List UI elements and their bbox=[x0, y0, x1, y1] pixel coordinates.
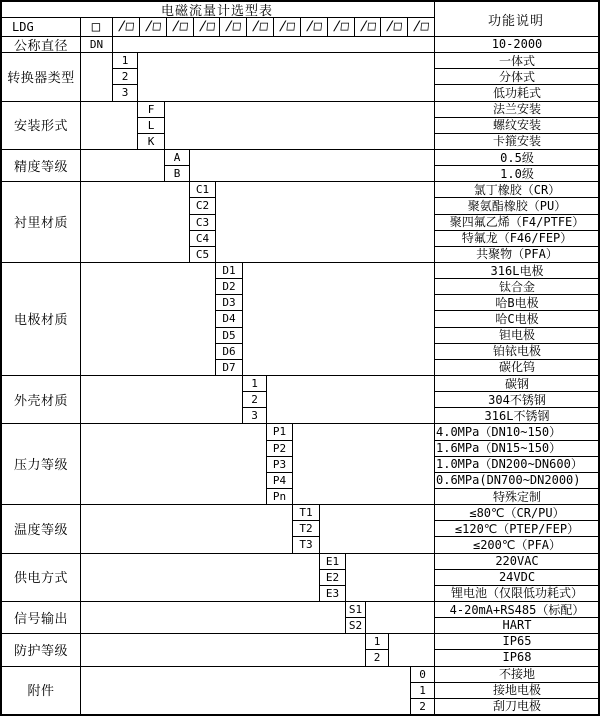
option-code: 1 bbox=[410, 682, 435, 699]
option-description: 氯丁橡胶（CR） bbox=[473, 182, 561, 197]
option-description: 1.6MPa（DN15~150） bbox=[436, 441, 562, 456]
option-code: E1 bbox=[319, 553, 346, 570]
option-code: S1 bbox=[345, 601, 366, 618]
grid-line bbox=[2, 17, 434, 18]
option-code: T1 bbox=[292, 504, 320, 521]
category-label: 附件 bbox=[27, 684, 55, 700]
option-description: 316L电极 bbox=[490, 263, 544, 278]
model-digit-placeholder bbox=[193, 17, 220, 36]
category-label: 转换器类型 bbox=[7, 70, 75, 86]
grid-line bbox=[80, 17, 81, 714]
option-description: IP68 bbox=[502, 650, 532, 665]
option-description: 铂铱电极 bbox=[492, 344, 541, 359]
option-description: 卡箍安装 bbox=[492, 134, 541, 149]
option-code: 1 bbox=[112, 52, 138, 69]
slash-box-glyph: /□ bbox=[278, 19, 296, 34]
option-code: 3 bbox=[242, 407, 267, 424]
option-code: P1 bbox=[266, 423, 293, 440]
model-digit-placeholder bbox=[273, 17, 300, 36]
model-digit-placeholder bbox=[166, 17, 193, 36]
model-digit-placeholder bbox=[246, 17, 273, 36]
model-digit-placeholder bbox=[354, 17, 381, 36]
option-code: 3 bbox=[112, 84, 138, 101]
option-description: 304不锈钢 bbox=[488, 392, 546, 407]
option-description: 1.0级 bbox=[500, 166, 534, 181]
option-code: 1 bbox=[365, 633, 389, 650]
option-code: DN bbox=[80, 36, 113, 53]
option-description: 聚四氟乙烯（F4/PTFE） bbox=[449, 215, 585, 230]
option-code: D1 bbox=[215, 262, 243, 279]
slash-box-glyph: /□ bbox=[170, 19, 189, 34]
model-prefix-cell: LDG bbox=[12, 19, 34, 34]
option-description: 低功耗式 bbox=[492, 86, 541, 100]
option-code: L bbox=[137, 117, 165, 134]
option-description: ≤80℃（CR/PU） bbox=[469, 505, 565, 520]
category-label: 防护等级 bbox=[13, 643, 68, 659]
option-description: 锂电池（仅限低功耗式） bbox=[450, 586, 583, 601]
option-code: F bbox=[137, 101, 165, 118]
option-description: 哈C电极 bbox=[495, 312, 539, 326]
option-description: 特氟龙（F46/FEP） bbox=[461, 231, 573, 246]
category-label: 温度等级 bbox=[13, 522, 68, 538]
option-description: ≤200℃（PFA） bbox=[472, 538, 562, 552]
option-code: D7 bbox=[215, 359, 243, 376]
model-digit-placeholder bbox=[139, 17, 166, 36]
option-code: 2 bbox=[410, 698, 435, 715]
slash-box-glyph: /□ bbox=[197, 19, 216, 34]
category-label: 供电方式 bbox=[13, 571, 68, 587]
option-description: 钽电极 bbox=[498, 328, 535, 343]
option-code: D5 bbox=[215, 327, 243, 344]
model-digit-placeholder bbox=[380, 17, 407, 36]
option-description: 一体式 bbox=[498, 53, 535, 68]
option-code: S2 bbox=[345, 617, 366, 634]
category-label: 衬里材质 bbox=[13, 216, 68, 232]
option-description: ≤120℃（PTEP/FEP） bbox=[454, 521, 580, 536]
table-title: 电磁流量计选型表 bbox=[160, 4, 273, 17]
option-code: 1 bbox=[242, 375, 267, 392]
option-description: 碳化钨 bbox=[498, 360, 535, 375]
option-description: 哈B电极 bbox=[495, 295, 539, 310]
option-code: 0 bbox=[410, 666, 435, 683]
option-code: B bbox=[164, 165, 190, 182]
category-label: 外壳材质 bbox=[13, 393, 68, 409]
model-digit-placeholder bbox=[407, 17, 434, 36]
option-code: P3 bbox=[266, 456, 293, 473]
option-description: 接地电极 bbox=[492, 683, 541, 698]
option-code: D3 bbox=[215, 294, 243, 311]
category-label: 安装形式 bbox=[13, 119, 68, 135]
option-description: HART bbox=[502, 618, 532, 633]
slash-box-glyph: /□ bbox=[144, 19, 162, 34]
option-description: 螺纹安装 bbox=[492, 118, 541, 133]
option-description: 聚氨酯橡胶（PU） bbox=[467, 199, 567, 213]
model-digit-placeholder bbox=[219, 17, 246, 36]
option-description: 分体式 bbox=[498, 69, 535, 84]
placeholder-box-cell: □ bbox=[91, 18, 101, 35]
slash-box-glyph: /□ bbox=[358, 19, 377, 34]
option-code: C4 bbox=[189, 230, 216, 247]
model-digit-placeholder bbox=[327, 17, 354, 36]
option-description: 碳钢 bbox=[504, 376, 529, 391]
option-description: 220VAC bbox=[495, 553, 539, 568]
option-code: E2 bbox=[319, 569, 346, 586]
option-code: P4 bbox=[266, 472, 293, 489]
slash-box-glyph: /□ bbox=[117, 19, 135, 34]
category-label: 压力等级 bbox=[13, 458, 68, 474]
option-description: 0.5级 bbox=[500, 150, 534, 165]
slash-box-glyph: /□ bbox=[385, 19, 403, 34]
option-code: E3 bbox=[319, 585, 346, 602]
option-description: 1.0MPa（DN200~DN600） bbox=[436, 457, 583, 472]
option-description: 不接地 bbox=[498, 667, 535, 682]
category-label: 精度等级 bbox=[13, 159, 68, 175]
option-description: IP65 bbox=[502, 634, 532, 649]
slash-box-glyph: /□ bbox=[305, 19, 323, 34]
option-description: 316L不锈钢 bbox=[484, 408, 550, 423]
option-code: C3 bbox=[189, 214, 216, 231]
option-description: 24VDC bbox=[498, 569, 536, 584]
option-code: A bbox=[164, 149, 190, 166]
option-code: C5 bbox=[189, 246, 216, 263]
option-code: C1 bbox=[189, 181, 216, 198]
option-code: P2 bbox=[266, 440, 293, 457]
option-description: 刮刀电极 bbox=[492, 699, 541, 714]
option-description: 共聚物（PFA） bbox=[476, 247, 558, 262]
slash-box-glyph: /□ bbox=[412, 19, 430, 34]
option-code: 2 bbox=[112, 68, 138, 85]
option-code: D6 bbox=[215, 343, 243, 360]
option-description: 特殊定制 bbox=[492, 489, 541, 504]
slash-box-glyph: /□ bbox=[251, 19, 269, 34]
slash-box-glyph: /□ bbox=[331, 19, 350, 34]
option-code: C2 bbox=[189, 197, 216, 214]
category-label: 信号输出 bbox=[13, 611, 68, 627]
slash-box-glyph: /□ bbox=[224, 19, 242, 34]
function-column-header: 功能说明 bbox=[487, 13, 544, 29]
option-description: 钛合金 bbox=[498, 279, 535, 294]
option-code: D2 bbox=[215, 278, 243, 295]
option-code: T2 bbox=[292, 520, 320, 537]
category-label: 电极材质 bbox=[13, 313, 68, 328]
option-description: 4.0MPa（DN10~150） bbox=[436, 425, 562, 439]
option-code: K bbox=[137, 133, 165, 150]
option-description: 4-20mA+RS485（标配） bbox=[449, 602, 585, 617]
option-code: D4 bbox=[215, 310, 243, 327]
model-digit-placeholder bbox=[300, 17, 327, 36]
option-code: 2 bbox=[365, 649, 389, 666]
option-description: 法兰安装 bbox=[492, 102, 541, 117]
option-description: 10-2000 bbox=[491, 37, 543, 52]
option-code: T3 bbox=[292, 536, 320, 553]
option-code: 2 bbox=[242, 391, 267, 408]
option-description: 0.6MPa(DN700~DN2000) bbox=[436, 472, 581, 487]
category-label: 公称直径 bbox=[13, 38, 68, 53]
option-code: Pn bbox=[266, 488, 293, 505]
model-digit-placeholder bbox=[112, 17, 139, 36]
